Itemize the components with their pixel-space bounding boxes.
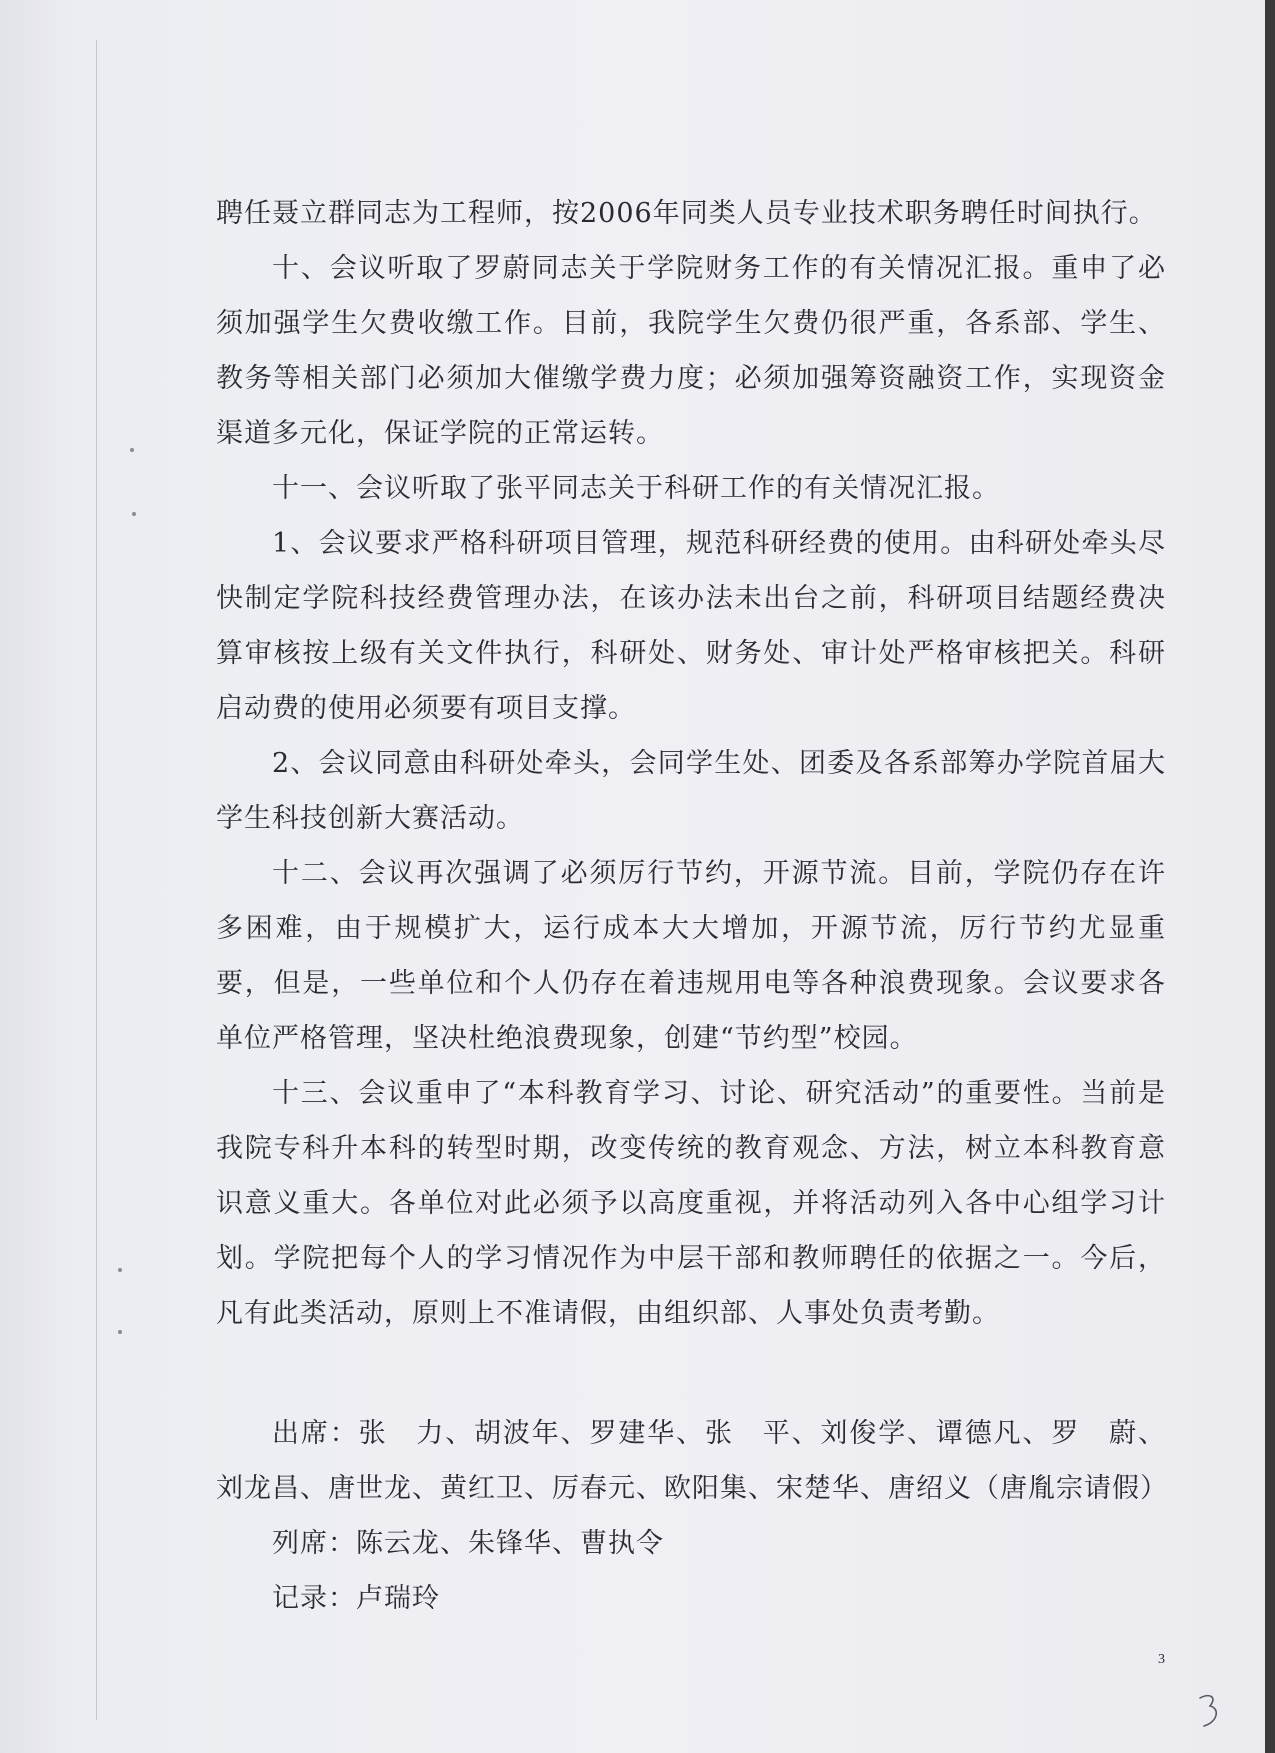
page-fold-line [96,40,97,1720]
paragraph-item-11: 十一、会议听取了张平同志关于科研工作的有关情况汇报。 [272,473,1000,504]
recorder-line: 记录：卢瑞玲 [272,1583,440,1614]
attending-list: 列席：陈云龙、朱锋华、曹执令 [272,1528,664,1559]
binding-hole-mark [118,1330,122,1334]
binding-hole-mark [130,448,134,452]
binding-hole-mark [118,1268,122,1272]
paragraph-item-12: 十二、会议再次强调了必须厉行节约，开源节流。目前，学院仍存在许多困难，由于规模扩大，运行成本大大增加，开源节流，厉行节约尤显重要，但是，一些单位和个人仍存在着违规用电等各种浪费现象。会议要求各单位严格管理，坚决杜绝浪费现象，创建“节约型”校园。 [216,858,1166,1054]
paragraph-item-13: 十三、会议重申了“本科教育学习、讨论、研究活动”的重要性。当前是我院专科升本科的转型时期，改变传统的教育观念、方法，树立本科教育意识意义重大。各单位对此必须予以高度重视，并将活动列入各中心组学习计划。学院把每个人的学习情况作为中层干部和教师聘任的依据之一。今后，凡有此类活动，原则上不准请假，由组织部、人事处负责考勤。 [216,1078,1166,1329]
paragraph-sub-item-2: 2、会议同意由科研处牵头，会同学生处、团委及各系部筹办学院首届大学生科技创新大赛活动。 [216,748,1166,834]
page-number: 3 [1158,1652,1165,1667]
paragraph-item-10: 十、会议听取了罗蔚同志关于学院财务工作的有关情况汇报。重申了必须加强学生欠费收缴工作。目前，我院学生欠费仍很严重，各系部、学生、教务等相关部门必须加大催缴学费力度；必须加强筹资融资工作，实现资金渠道多元化，保证学院的正常运转。 [216,253,1166,449]
present-list: 出席：张 力、胡波年、罗建华、张 平、刘俊学、谭德凡、罗 蔚、刘龙昌、唐世龙、黄红卫、厉春元、欧阳集、宋楚华、唐绍义（唐胤宗请假） [216,1418,1168,1504]
handwritten-page-number-mark [1196,1692,1222,1732]
document-body [216,186,1166,1341]
paragraph-sub-item-1: 1、会议要求严格科研项目管理，规范科研经费的使用。由科研处牵头尽快制定学院科技经费管理办法，在该办法未出台之前，科研项目结题经费决算审核按上级有关文件执行，科研处、财务处、审计处严格审核把关。科研启动费的使用必须要有项目支撑。 [216,528,1166,724]
attendance-section [216,1406,1166,1626]
scan-edge-shadow [1265,0,1275,1753]
paragraph-continuation: 聘任聂立群同志为工程师，按2006年同类人员专业技术职务聘任时间执行。 [216,198,1157,229]
binding-hole-mark [132,512,136,516]
